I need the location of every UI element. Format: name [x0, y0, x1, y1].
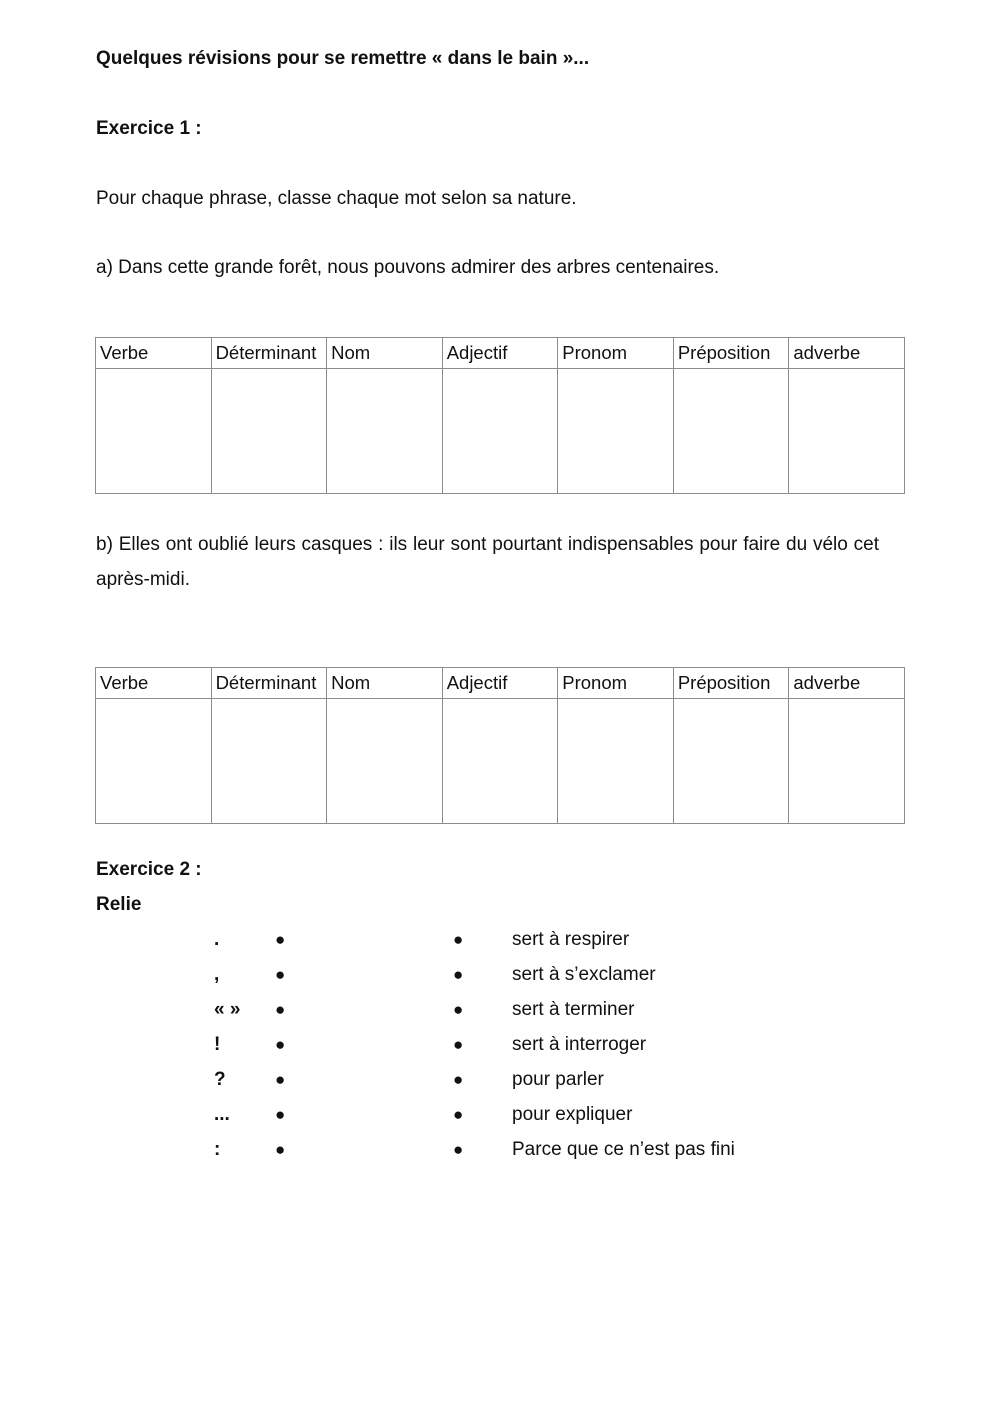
- definition-text: Parce que ce n’est pas fini: [512, 1139, 735, 1160]
- column-header: Nom: [327, 338, 443, 369]
- answer-cell[interactable]: [789, 369, 905, 494]
- sentence-b: b) Elles ont oublié leurs casques : ils leur sont pourtant indispensables pour faire du vélo cet après-midi.: [96, 534, 879, 590]
- bullet-dot-icon[interactable]: ●: [453, 1035, 464, 1054]
- bullet-dot-icon[interactable]: ●: [275, 1000, 286, 1019]
- definition-text: sert à respirer: [512, 929, 630, 950]
- match-row: [0, 923, 1000, 958]
- punctuation-sign: ...: [214, 1104, 230, 1125]
- bullet-dot-icon[interactable]: ●: [275, 1035, 286, 1054]
- answer-cell[interactable]: [96, 369, 212, 494]
- column-header: Nom: [327, 668, 443, 699]
- exercise2-instruction: Relie: [96, 894, 142, 915]
- column-header: Déterminant: [211, 338, 327, 369]
- bullet-dot-icon[interactable]: ●: [275, 1070, 286, 1089]
- punctuation-sign: ,: [214, 964, 220, 985]
- table-header-row: [96, 338, 905, 369]
- column-header: Préposition: [673, 668, 789, 699]
- definition-text: pour parler: [512, 1069, 604, 1090]
- column-header: Verbe: [96, 338, 212, 369]
- answer-cell[interactable]: [211, 369, 327, 494]
- column-header: Pronom: [558, 338, 674, 369]
- answer-cell[interactable]: [442, 369, 558, 494]
- table-header-row: [96, 668, 905, 699]
- answer-cell[interactable]: [673, 699, 789, 824]
- column-header: Adjectif: [442, 338, 558, 369]
- column-header: Adjectif: [442, 668, 558, 699]
- answer-cell[interactable]: [558, 699, 674, 824]
- answer-cell[interactable]: [789, 699, 905, 824]
- classification-table-b: [95, 667, 905, 824]
- bullet-dot-icon[interactable]: ●: [453, 965, 464, 984]
- match-row: [0, 1098, 1000, 1133]
- table-answer-row: [96, 699, 905, 824]
- definition-text: sert à interroger: [512, 1034, 647, 1055]
- answer-cell[interactable]: [558, 369, 674, 494]
- column-header: adverbe: [789, 668, 905, 699]
- match-row: [0, 1133, 1000, 1168]
- answer-cell[interactable]: [327, 699, 443, 824]
- table-answer-row: [96, 369, 905, 494]
- bullet-dot-icon[interactable]: ●: [275, 930, 286, 949]
- bullet-dot-icon[interactable]: ●: [275, 1140, 286, 1159]
- page-title: Quelques révisions pour se remettre « dans le bain »...: [96, 48, 590, 69]
- sentence-a: a) Dans cette grande forêt, nous pouvons admirer des arbres centenaires.: [96, 257, 720, 278]
- definition-text: pour expliquer: [512, 1104, 633, 1125]
- answer-cell[interactable]: [96, 699, 212, 824]
- column-header: Déterminant: [211, 668, 327, 699]
- punctuation-sign: .: [214, 929, 220, 950]
- bullet-dot-icon[interactable]: ●: [453, 1000, 464, 1019]
- column-header: Pronom: [558, 668, 674, 699]
- punctuation-sign: ?: [214, 1069, 226, 1090]
- answer-cell[interactable]: [211, 699, 327, 824]
- match-row: [0, 993, 1000, 1028]
- bullet-dot-icon[interactable]: ●: [453, 930, 464, 949]
- answer-cell[interactable]: [442, 699, 558, 824]
- bullet-dot-icon[interactable]: ●: [275, 1105, 286, 1124]
- exercise2-heading: Exercice 2 :: [96, 859, 202, 880]
- punctuation-sign: :: [214, 1139, 221, 1160]
- column-header: Verbe: [96, 668, 212, 699]
- bullet-dot-icon[interactable]: ●: [453, 1070, 464, 1089]
- definition-text: sert à s’exclamer: [512, 964, 656, 985]
- match-row: [0, 1028, 1000, 1063]
- bullet-dot-icon[interactable]: ●: [453, 1140, 464, 1159]
- answer-cell[interactable]: [673, 369, 789, 494]
- punctuation-sign: !: [214, 1034, 221, 1055]
- column-header: Préposition: [673, 338, 789, 369]
- definition-text: sert à terminer: [512, 999, 635, 1020]
- match-row: [0, 1063, 1000, 1098]
- column-header: adverbe: [789, 338, 905, 369]
- match-row: [0, 958, 1000, 993]
- exercise1-heading: Exercice 1 :: [96, 118, 202, 139]
- classification-table-a: [95, 337, 905, 494]
- punctuation-sign: « »: [214, 999, 241, 1020]
- bullet-dot-icon[interactable]: ●: [453, 1105, 464, 1124]
- answer-cell[interactable]: [327, 369, 443, 494]
- exercise1-instruction: Pour chaque phrase, classe chaque mot selon sa nature.: [96, 188, 577, 209]
- bullet-dot-icon[interactable]: ●: [275, 965, 286, 984]
